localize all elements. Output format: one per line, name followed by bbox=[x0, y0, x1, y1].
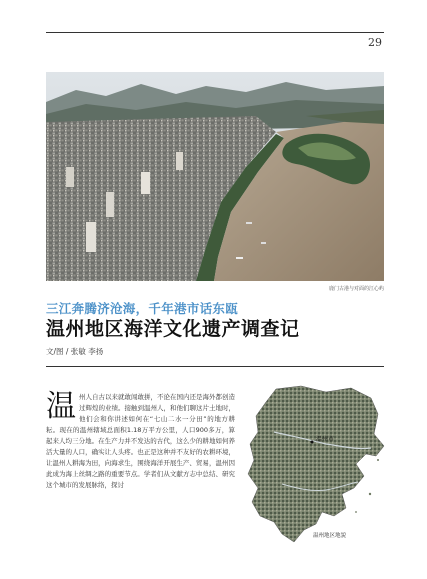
top-rule bbox=[46, 32, 384, 33]
map-caption: 温州地区地貌 bbox=[313, 533, 347, 539]
map-city-label: 温州市 bbox=[316, 436, 335, 443]
article-title: 温州地区海洋文化遗产调查记 bbox=[46, 318, 300, 340]
article-body-text: 州人自古以来就敢闯敢拼，不论在国内还是海外都创造过辉煌的业绩。接触到温州人，和他们聊这片土地时，他们会和你讲述如何在“七山二水一分田”的地方耕耘。现在的温州辖域总面积1.18万平方公里，人口900多万，算起来人均三分地。在生产力并不发达的古代，这么少的耕地如何养活大量的人口，确实让人头疼。也正是这种并不友好的农耕环境，让温州人耕海为田，向海求生，围绕海洋开展生产、贸易，温州因此成为海上丝绸之路的重要节点。学者们从文献方志中总结、研究这个城市的发展脉络，探讨 bbox=[46, 393, 235, 489]
article-byline: 文/图 / 张敏 李扬 bbox=[46, 347, 104, 356]
photo-caption: 鹿门古港与对面的江心屿 bbox=[328, 286, 384, 292]
page-number: 29 bbox=[368, 36, 382, 49]
article-body bbox=[46, 389, 235, 491]
terrain-map bbox=[246, 384, 388, 544]
harbor-aerial-photo bbox=[46, 72, 384, 281]
article-subtitle: 三江奔腾济沧海，千年港市话东瓯 bbox=[46, 301, 239, 316]
drop-cap: 温 bbox=[46, 389, 76, 424]
section-divider bbox=[46, 366, 384, 367]
terrain-map-illustration bbox=[246, 384, 388, 544]
aerial-photo-illustration bbox=[46, 72, 384, 281]
